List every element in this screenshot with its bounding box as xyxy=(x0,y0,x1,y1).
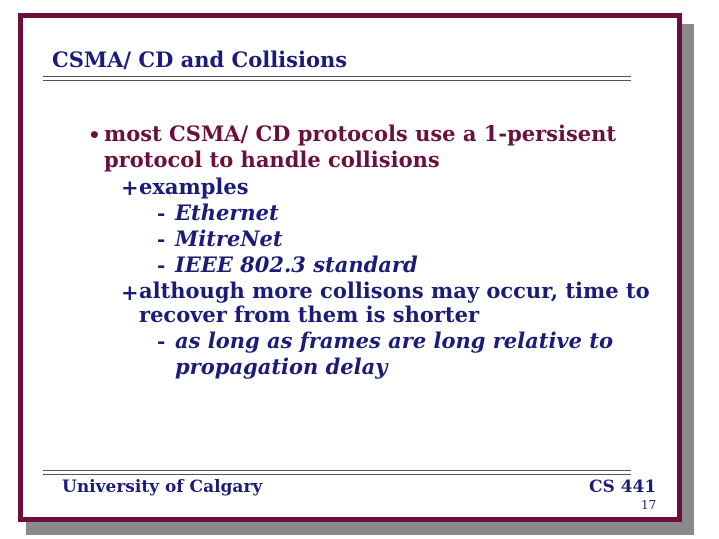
sub-bullet-examples: examples xyxy=(139,174,249,199)
example-item-mitrenet: MitreNet xyxy=(175,226,283,251)
dash-marker: - xyxy=(157,253,166,277)
example-item-ieee: IEEE 802.3 standard xyxy=(175,252,418,277)
sub-bullet-2-line-2: recover from them is shorter xyxy=(139,302,480,327)
title-divider xyxy=(43,76,631,81)
sub-item-line-2: propagation delay xyxy=(175,354,388,379)
plus-marker: + xyxy=(121,175,139,200)
dash-marker: - xyxy=(157,329,166,353)
bullet-marker: • xyxy=(88,123,101,147)
page-number: 17 xyxy=(641,498,657,512)
sub-bullet-2-line-1: although more collisons may occur, time to xyxy=(139,278,650,303)
bullet-1-line-2: protocol to handle collisions xyxy=(104,147,440,172)
sub-item-line-1: as long as frames are long relative to xyxy=(175,328,614,353)
slide-title: CSMA/ CD and Collisions xyxy=(52,47,348,72)
footer-course: CS 441 xyxy=(589,477,657,497)
dash-marker: - xyxy=(157,227,166,251)
footer-university: University of Calgary xyxy=(62,477,263,497)
plus-marker: + xyxy=(121,280,139,305)
example-item-ethernet: Ethernet xyxy=(175,200,279,225)
bullet-1-line-1: most CSMA/ CD protocols use a 1-persisent xyxy=(104,121,617,146)
footer-divider xyxy=(43,470,631,475)
dash-marker: - xyxy=(157,201,166,225)
